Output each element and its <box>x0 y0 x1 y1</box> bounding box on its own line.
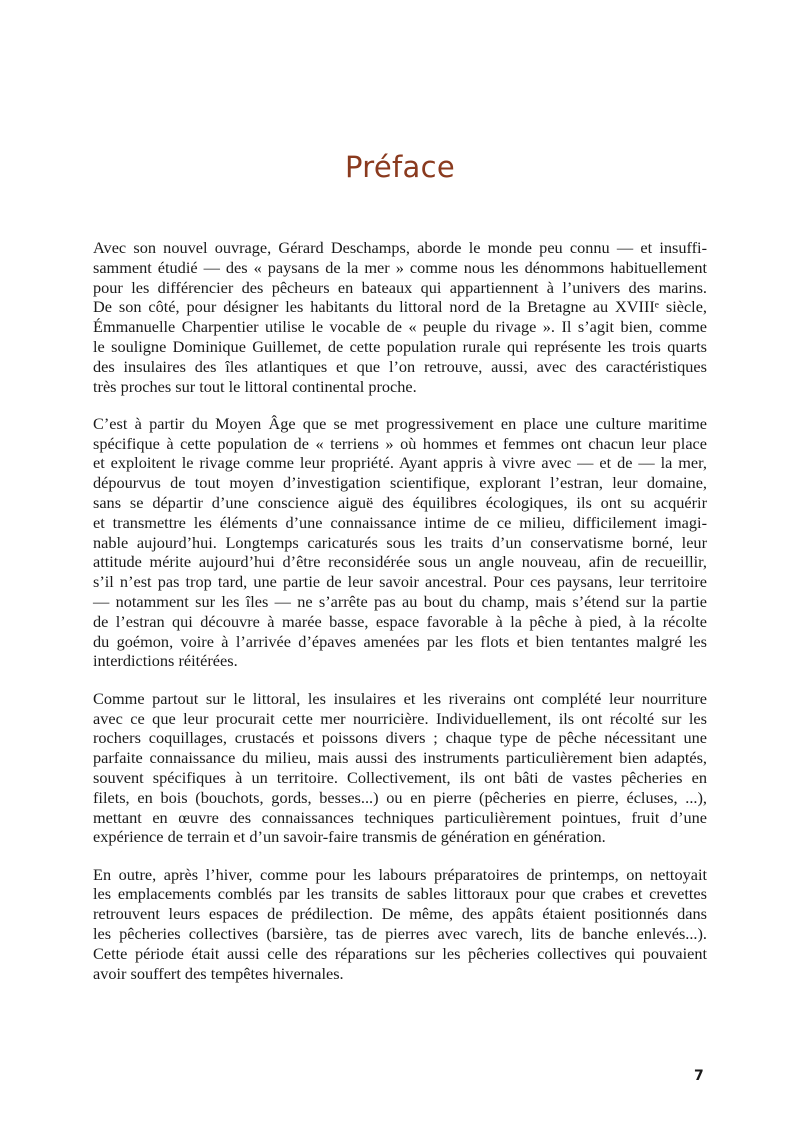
text-line: et exploitent le rivage comme leur propriété. Ayant appris à vivre avec — et de — la mer, <box>93 453 707 473</box>
text-line: retrouvent leurs espaces de prédilection. De même, des appâts étaient positionnés dans <box>93 904 707 924</box>
text-line: Avec son nouvel ouvrage, Gérard Deschamps, aborde le monde peu connu — et insuffi- <box>93 238 707 257</box>
text-line: En outre, après l’hiver, comme pour les labours préparatoires de printemps, on nettoyait <box>93 864 707 884</box>
page-number: 7 <box>694 1068 704 1084</box>
text-line: mettant en œuvre des connaissances techniques particulièrement pointues, fruit d’une <box>93 807 707 827</box>
text-line: expérience de terrain et d’un savoir-faire transmis de génération en génération. <box>93 827 606 847</box>
text-line: sans se départir d’une conscience aiguë des équilibres écologiques, ils ont su acquérir <box>93 493 707 513</box>
text-line: pour les différencier des pêcheurs en bateaux qui appartiennent à l’univers des marins. <box>93 277 707 297</box>
text-line: nable aujourd’hui. Longtemps caricaturés sous les traits d’un conservatisme borné, leur <box>93 532 707 552</box>
text-line: filets, en bois (bouchots, gords, besses...) ou en pierre (pêcheries en pierre, écluses, ...), <box>93 787 707 807</box>
text-line: de l’estran qui découvre à marée basse, espace favorable à la pêche à pied, à la récolte <box>93 611 707 631</box>
text-line: samment étudié — des « paysans de la mer » comme nous les dénommons habituellement <box>93 257 707 277</box>
text-line: interdictions réitérées. <box>93 651 238 671</box>
body-text <box>93 238 707 1001</box>
text-line: rochers coquillages, crustacés et poissons divers ; chaque type de pêche nécessitant une <box>93 728 707 748</box>
paragraph <box>93 238 707 396</box>
text-line: Émmanuelle Charpentier utilise le vocable de « peuple du rivage ». Il s’agit bien, comme <box>93 317 707 337</box>
text-line: des insulaires des îles atlantiques et que l’on retrouve, aussi, avec des caractéristiques <box>93 356 707 376</box>
text-line: Comme partout sur le littoral, les insulaires et les riverains ont complété leur nourriture <box>93 688 707 708</box>
text-line: très proches sur tout le littoral continental proche. <box>93 376 417 396</box>
text-line: Cette période était aussi celle des réparations sur les pêcheries collectives qui pouvaient <box>93 943 707 963</box>
text-line: du goémon, voire à l’arrivée d’épaves amenées par les flots et bien tentantes malgré les <box>93 631 707 651</box>
text-line: parfaite connaissance du milieu, mais aussi des instruments particulièrement bien adaptés, <box>93 748 707 768</box>
text-line: De son côté, pour désigner les habitants du littoral nord de la Bretagne au XVIIIᵉ siècle, <box>93 297 707 317</box>
text-line: souvent spécifiques à un territoire. Collectivement, ils ont bâti de vastes pêcheries en <box>93 767 707 787</box>
paragraph <box>93 865 707 984</box>
page-title: Préface <box>345 150 455 184</box>
text-line: s’il n’est pas trop tard, une partie de leur savoir ancestral. Pour ces paysans, leur territoire <box>93 572 707 592</box>
text-line: C’est à partir du Moyen Âge que se met progressivement en place une culture maritime <box>93 413 707 433</box>
text-line: et transmettre les éléments d’une connaissance intime de ce milieu, difficilement imagi- <box>93 512 707 532</box>
text-line: — notamment sur les îles — ne s’arrête pas au bout du champ, mais s’étend sur la partie <box>93 592 707 612</box>
paragraph <box>93 689 707 847</box>
text-line: dépourvus de tout moyen d’investigation scientifique, explorant l’estran, leur domaine, <box>93 473 707 493</box>
text-line: avoir souffert des tempêtes hivernales. <box>93 963 344 983</box>
text-line: les emplacements comblés par les transits de sables littoraux pour que crabes et crevettes <box>93 884 707 904</box>
text-line: les pêcheries collectives (barsière, tas de pierres avec varech, lits de banche enlevés...). <box>93 924 707 943</box>
text-line: spécifique à cette population de « terriens » où hommes et femmes ont chacun leur place <box>93 433 707 453</box>
text-line: avec ce que leur procurait cette mer nourricière. Individuellement, ils ont récolté sur les <box>93 708 707 728</box>
text-line: attitude mérite aujourd’hui d’être reconsidérée sous un angle nouveau, afin de recueillir, <box>93 552 707 572</box>
paragraph <box>93 414 707 671</box>
text-line: le souligne Dominique Guillemet, de cette population rurale qui représente les trois quarts <box>93 336 707 356</box>
